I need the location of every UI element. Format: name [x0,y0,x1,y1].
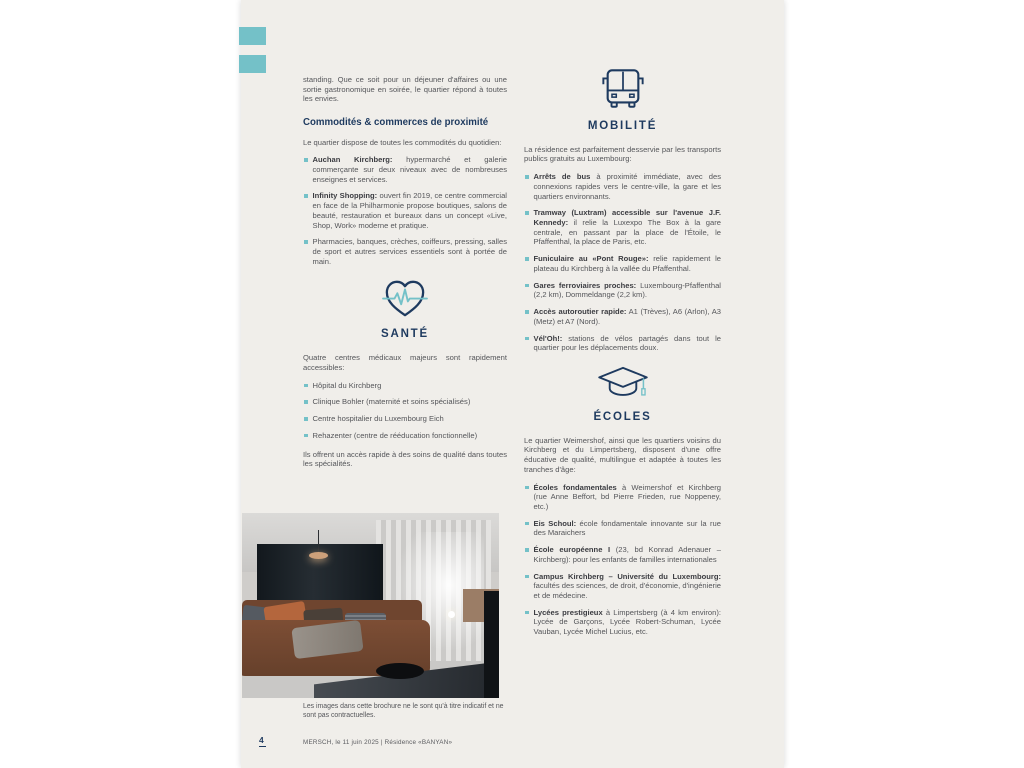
footer-line: MERSCH, le 11 juin 2025 | Résidence «BANYAN» [303,739,453,746]
heart-pulse-icon [382,278,428,320]
living-room-photo [242,513,499,698]
list-item [524,208,721,247]
list-item-text: Accès autoroutier rapide: A1 (Trèves), A6 (Arlon), A3 (Metz) et A7 (Nord). [533,307,721,326]
bullet-square-icon [525,486,529,490]
right-column [524,0,721,646]
bullet-square-icon [525,611,529,615]
photo-pendant-lamp [309,552,328,559]
list-item-text: Funiculaire au «Pont Rouge»: relie rapidement le plateau du Kirchberg à la vallée du Pfaffenthal. [533,254,721,273]
commodites-lead: Le quartier dispose de toutes les commodités du quotidien: [303,137,502,147]
bullet-square-icon [525,257,529,261]
list-item-text: Vél'Oh!: stations de vélos partagés dans tout le quartier pour les déplacements doux. [533,333,721,353]
list-item-text: École européenne I (23, bd Konrad Adenauer – Kirchberg): pour les enfants de familles internationales [533,545,721,564]
graduation-cap-icon [596,365,650,403]
sante-section-header [303,278,507,342]
list-item [524,483,721,512]
ecoles-list [524,483,721,637]
list-item [303,155,507,184]
brochure-page [241,0,784,768]
mobilite-lead: La résidence est parfaitement desservie par les transports publics gratuits au Luxembourg: [524,144,721,164]
sante-list [303,381,507,441]
mobilite-section-header [524,66,721,134]
ecoles-section-header [524,365,721,425]
page-number: 4 [259,735,266,747]
bullet-square-icon [525,548,529,552]
intro-paragraph: standing. Que ce soit pour un déjeuner d'affaires ou une sortie gastronomique en soirée, le quartier répond à toutes les envies. [303,75,507,104]
list-item [303,381,507,391]
list-item [303,191,507,230]
commodites-heading: Commodités & commerces de proximité [303,117,489,129]
mobilite-list [524,172,721,353]
list-item-text: Rehazenter (centre de rééducation fonctionnelle) [312,430,478,440]
list-item-text: Écoles fondamentales à Weimershof et Kirchberg (rue Anne Beffort, bd Pierre Frieden, rue Noppeney, etc.) [533,482,721,511]
bullet-square-icon [304,400,308,404]
list-item [303,414,507,424]
bullet-square-icon [525,310,529,314]
bullet-square-icon [304,158,308,162]
bullet-square-icon [304,384,308,388]
list-item [524,519,721,538]
list-item [524,254,721,273]
photo-ball-lamp [448,611,455,618]
list-item [524,572,721,601]
bullet-square-icon [525,522,529,526]
list-item-text: Campus Kirchberg – Université du Luxembourg: facultés des sciences, de droit, d'économie, d'ingénierie et de médecine. [533,571,721,600]
list-item [524,608,721,637]
list-item [524,281,721,300]
bullet-square-icon [525,284,529,288]
list-item [524,172,721,201]
ecoles-lead: Le quartier Weimershof, ainsi que les quartiers voisins du Kirchberg et du Limpertsberg, disposent d'une offre éducative de qualité, multilingue et adaptée à toutes les tranches d'âge: [524,435,721,474]
sante-outro: Ils offrent un accès rapide à des soins de qualité dans toutes les spécialités. [303,449,507,469]
list-item [524,334,721,353]
teal-mark [239,55,266,73]
list-item-text: Lycées prestigieux à Limpertsberg (à 4 km environ): Lycée de Garçons, Lycée Robert-Schuman, Lycée Vauban, Lycée Michel Lucius, etc. [533,607,721,637]
bullet-square-icon [304,194,308,198]
photo-caption: Les images dans cette brochure ne le sont qu'à titre indicatif et ne sont pas contractuelles. [303,703,504,720]
photo-pendant-cord [318,530,319,554]
list-item-text: Infinity Shopping: ouvert fin 2019, ce centre commercial en face de la Philharmonie propose boutiques, salons de beauté, restauration et bureaux dans un concept «Live, Shop, Work» moderne et pratique. [312,191,507,230]
list-item [524,307,721,326]
teal-mark [239,27,266,45]
sante-heading: SANTÉ [381,328,429,341]
bus-icon [600,66,646,112]
list-item-text: Gares ferroviaires proches: Luxembourg-Pfaffenthal (2,2 km), Dommeldange (2,2 km). [533,280,721,300]
list-item-text: Arrêts de bus à proximité immédiate, avec des connexions rapides vers le centre-ville, la gare et les quartiers environnants. [533,172,722,201]
bullet-square-icon [304,434,308,438]
bullet-square-icon [525,575,529,579]
list-item-text: Tramway (Luxtram) accessible sur l'avenue J.F. Kennedy: il relie la Luxexpo The Box à la gare centrale, en passant par la place de l'Étoile, le Pfaffenthal, la place de Paris, etc. [533,208,721,247]
list-item [303,397,507,407]
sante-lead: Quatre centres médicaux majeurs sont rapidement accessibles: [303,353,507,372]
list-item-text: Hôpital du Kirchberg [312,380,382,390]
list-item-text: Auchan Kirchberg: hypermarché et galerie commerçante sur deux niveaux avec de nombreuses enseignes et services. [312,155,507,184]
bullet-square-icon [304,417,308,421]
list-item [303,431,507,441]
list-item [303,237,507,266]
list-item-text: Clinique Bohler (maternité et soins spécialisés) [312,397,471,407]
mobilite-heading: MOBILITÉ [587,120,658,132]
bullet-square-icon [525,211,529,215]
commodites-list [303,155,507,266]
ecoles-heading: ÉCOLES [593,410,652,423]
list-item-text: Eis Schoul: école fondamentale innovante sur la rue des Maraichers [533,518,722,538]
list-item [524,545,721,564]
bullet-square-icon [525,175,529,179]
bullet-square-icon [304,240,308,244]
photo-tv-band [484,591,499,698]
list-item-text: Pharmacies, banques, crèches, coiffeurs, pressing, salles de sport et autres services essentiels sont à portée de main. [312,237,507,266]
bullet-square-icon [525,337,529,341]
list-item-text: Centre hospitalier du Luxembourg Eich [312,414,444,424]
